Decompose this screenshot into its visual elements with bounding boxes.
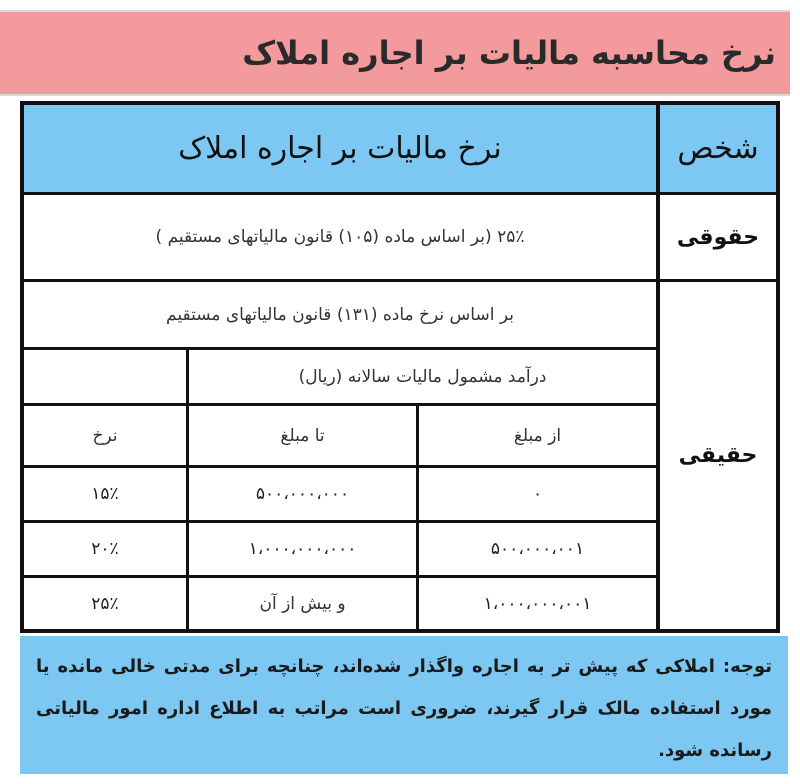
row3-rate: ۲۵٪ <box>91 593 119 614</box>
note-box <box>20 636 788 774</box>
real-rate-basis: بر اساس نرخ ماده (۱۳۱) قانون مالیاتهای مستقیم <box>166 304 514 325</box>
row2-from: ۵۰۰،۰۰۰،۰۰۱ <box>490 539 585 559</box>
col-from-header: از مبلغ <box>513 425 562 446</box>
row2-rate: ۲۰٪ <box>91 539 119 559</box>
header-person: شخص <box>677 131 759 166</box>
income-header: درآمد مشمول مالیات سالانه (ریال) <box>298 366 547 387</box>
border-right <box>776 101 780 633</box>
page-title: نرخ محاسبه مالیات بر اجاره املاک <box>242 34 776 72</box>
row1-from: ۰ <box>532 484 543 504</box>
legal-person-label: حقوقی <box>676 224 760 250</box>
row2-to: ۱،۰۰۰،۰۰۰،۰۰۰ <box>248 539 357 559</box>
title-bar <box>0 10 790 96</box>
legal-rate-text: ۲۵٪ (بر اساس ماده (۱۰۵) قانون مالیاتهای مستقیم ) <box>155 227 525 247</box>
row1-to: ۵۰۰،۰۰۰،۰۰۰ <box>255 484 350 504</box>
row3-to: و بیش از آن <box>259 593 346 614</box>
border-bottom <box>20 629 780 633</box>
row3-from: ۱،۰۰۰،۰۰۰،۰۰۱ <box>483 593 592 614</box>
real-person-label: حقیقی <box>678 443 758 468</box>
col-to-header: تا مبلغ <box>280 425 325 446</box>
row1-rate: ۱۵٪ <box>91 484 119 504</box>
header-rate: نرخ مالیات بر اجاره املاک <box>178 131 502 166</box>
note-text: توجه: املاکی که پیش تر به اجاره واگذار شده‌اند، چنانچه برای مدتی خالی مانده یا مورد استفاده مالک قرار گیرند، ضروری است مراتب به اطلاع اداره امور مالیاتی رسانده شود. <box>36 656 772 761</box>
tax-rate-table <box>20 101 780 633</box>
col-rate-header: نرخ <box>92 425 118 446</box>
